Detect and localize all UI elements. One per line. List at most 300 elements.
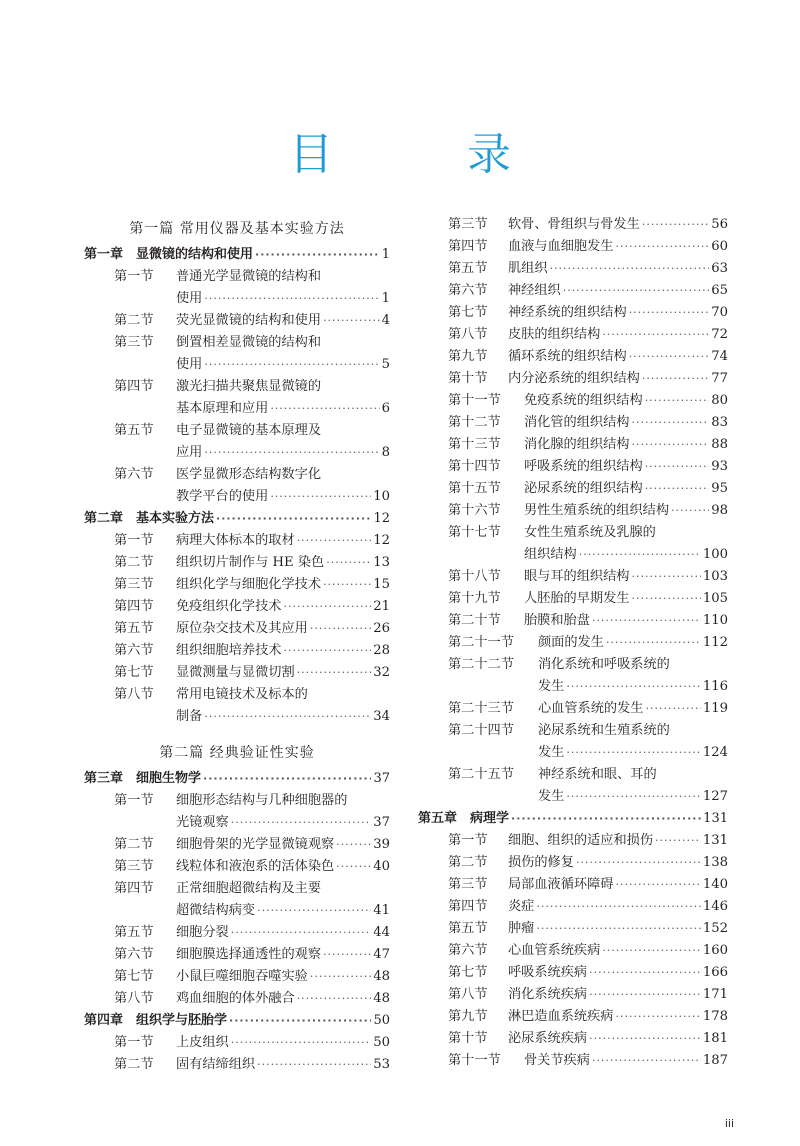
- toc-section-entry: [84, 834, 390, 856]
- page-ref: 105: [702, 591, 728, 606]
- leader-dots: [323, 310, 380, 332]
- toc-section-entry: [418, 874, 728, 896]
- toc-entry-continuation: [418, 676, 728, 698]
- section-title: 上皮组织: [176, 1035, 229, 1050]
- leader-dots: [616, 874, 701, 896]
- leader-dots: [216, 508, 371, 530]
- toc-section-entry: [84, 552, 390, 574]
- toc-section-entry: [418, 412, 728, 434]
- leader-dots: [204, 706, 371, 728]
- toc-section-entry: [84, 596, 390, 618]
- page-ref: 103: [702, 569, 728, 584]
- section-title: 医学显微形态结构数字化: [176, 467, 322, 482]
- toc-section-entry: [84, 878, 390, 900]
- toc-section-entry: [418, 566, 728, 588]
- leader-dots: [204, 442, 379, 464]
- chapter-label: 第四章: [84, 1013, 124, 1028]
- section-title: 心血管系统的发生: [538, 701, 644, 716]
- leader-dots: [592, 610, 701, 632]
- page-ref: 6: [381, 401, 390, 416]
- section-title: 软骨、骨组织与骨发生: [508, 217, 640, 232]
- toc-section-entry: [84, 684, 390, 706]
- page-ref: 119: [702, 701, 728, 716]
- section-title: 光镜观察: [176, 815, 229, 830]
- section-label: 第二十节: [448, 613, 501, 628]
- toc-section-entry: [84, 944, 390, 966]
- page-ref: 21: [373, 599, 390, 614]
- section-title: 神经组织: [508, 283, 561, 298]
- toc-section-entry: [84, 856, 390, 878]
- leader-dots: [632, 566, 701, 588]
- leader-dots: [642, 214, 709, 236]
- leader-dots: [326, 552, 371, 574]
- page-ref: 28: [373, 643, 390, 658]
- section-label: 第一节: [114, 1035, 154, 1050]
- section-title: 女性生殖系统及乳腺的: [524, 525, 656, 540]
- section-label: 第九节: [448, 1009, 488, 1024]
- section-title: 荧光显微镜的结构和使用: [176, 313, 322, 328]
- section-title: 组织细胞培养技术: [176, 643, 282, 658]
- page-ref: 39: [373, 837, 390, 852]
- section-label: 第七节: [448, 965, 488, 980]
- toc-section-entry: [418, 522, 728, 544]
- leader-dots: [579, 544, 701, 566]
- section-label: 第八节: [448, 987, 488, 1002]
- section-label: 第五节: [114, 925, 154, 940]
- section-title: 原位杂交技术及其应用: [176, 621, 308, 636]
- section-label: 第一节: [448, 833, 488, 848]
- chapter-title: 基本实验方法: [136, 511, 215, 526]
- toc-section-entry: [84, 266, 390, 288]
- section-title: 超微结构病变: [176, 903, 256, 918]
- section-title: 肌组织: [508, 261, 548, 276]
- chapter-label: 第三章: [84, 771, 124, 786]
- page-ref: 13: [373, 555, 390, 570]
- toc-section-entry: [418, 214, 728, 236]
- leader-dots: [566, 676, 700, 698]
- section-title: 倒置相差显微镜的结构和: [176, 335, 322, 350]
- section-title: 肿瘤: [508, 921, 535, 936]
- toc-section-entry: [418, 1028, 728, 1050]
- leader-dots: [310, 966, 371, 988]
- toc-section-entry: [84, 310, 390, 332]
- section-title: 消化系统疾病: [508, 987, 588, 1002]
- leader-dots: [592, 1050, 701, 1072]
- section-title: 细胞形态结构与几种细胞器的: [176, 793, 348, 808]
- chapter-title: 显微镜的结构和使用: [136, 247, 254, 262]
- toc-chapter-entry: [418, 808, 728, 830]
- page-ref: 4: [381, 313, 390, 328]
- page-ref: 53: [373, 1057, 390, 1072]
- toc-chapter-entry: [84, 244, 390, 266]
- toc-section-entry: [418, 764, 728, 786]
- section-title: 使用: [176, 357, 203, 372]
- page-ref: 12: [373, 511, 390, 526]
- leader-dots: [606, 632, 701, 654]
- section-label: 第八节: [114, 687, 154, 702]
- toc-section-entry: [418, 940, 728, 962]
- section-title: 呼吸系统的组织结构: [524, 459, 643, 474]
- page-ref: 181: [702, 1031, 728, 1046]
- page-ref: 80: [711, 393, 728, 408]
- chapter-title: 病理学: [470, 811, 510, 826]
- leader-dots: [602, 940, 701, 962]
- toc-entry-continuation: [84, 354, 390, 376]
- section-label: 第十九节: [448, 591, 501, 606]
- toc-section-entry: [418, 500, 728, 522]
- page-ref: 34: [373, 709, 390, 724]
- page-ref: 15: [373, 577, 390, 592]
- section-label: 第十五节: [448, 481, 501, 496]
- toc-entry-continuation: [84, 706, 390, 728]
- toc-section-entry: [84, 966, 390, 988]
- section-label: 第四节: [114, 599, 154, 614]
- toc-chapter-entry: [84, 768, 390, 790]
- toc-section-entry: [418, 324, 728, 346]
- leader-dots: [204, 288, 379, 310]
- toc-entry-continuation: [84, 900, 390, 922]
- leader-dots: [655, 830, 701, 852]
- toc-section-entry: [418, 1006, 728, 1028]
- section-label: 第四节: [448, 899, 488, 914]
- section-label: 第一节: [114, 793, 154, 808]
- page-ref: 152: [702, 921, 728, 936]
- leader-dots: [323, 944, 371, 966]
- page-ref: 138: [702, 855, 728, 870]
- section-title: 免疫组织化学技术: [176, 599, 282, 614]
- toc-section-entry: [418, 830, 728, 852]
- section-title: 普通光学显微镜的结构和: [176, 269, 322, 284]
- section-title: 男性生殖系统的组织结构: [524, 503, 670, 518]
- section-title: 组织化学与细胞化学技术: [176, 577, 322, 592]
- leader-dots: [629, 346, 710, 368]
- section-title: 制备: [176, 709, 203, 724]
- section-title: 胎膜和胎盘: [524, 613, 590, 628]
- leader-dots: [270, 486, 371, 508]
- section-label: 第四节: [114, 881, 154, 896]
- leader-dots: [231, 1032, 371, 1054]
- leader-dots: [336, 856, 371, 878]
- section-label: 第三节: [114, 859, 154, 874]
- section-title: 淋巴造血系统疾病: [508, 1009, 614, 1024]
- page-ref: 1: [381, 291, 390, 306]
- page-ref: 65: [711, 283, 728, 298]
- toc-entry-continuation: [84, 288, 390, 310]
- section-label: 第四节: [114, 379, 154, 394]
- section-title: 眼与耳的组织结构: [524, 569, 630, 584]
- section-label: 第七节: [114, 969, 154, 984]
- section-label: 第六节: [114, 467, 154, 482]
- page-ref: 146: [702, 899, 728, 914]
- leader-dots: [511, 808, 701, 830]
- section-label: 第一节: [114, 269, 154, 284]
- page-ref: 140: [702, 877, 728, 892]
- leader-dots: [632, 434, 710, 456]
- toc-section-entry: [418, 258, 728, 280]
- section-title: 人胚胎的早期发生: [524, 591, 630, 606]
- section-label: 第八节: [114, 991, 154, 1006]
- section-title: 细胞骨架的光学显微镜观察: [176, 837, 335, 852]
- page-ref: 178: [702, 1009, 728, 1024]
- section-title: 使用: [176, 291, 203, 306]
- section-title: 损伤的修复: [508, 855, 574, 870]
- section-title: 泌尿系统疾病: [508, 1031, 588, 1046]
- toc-section-entry: [84, 790, 390, 812]
- leader-dots: [257, 900, 371, 922]
- leader-dots: [231, 922, 371, 944]
- section-label: 第七节: [448, 305, 488, 320]
- toc-section-entry: [418, 368, 728, 390]
- leader-dots: [323, 574, 371, 596]
- section-title: 正常细胞超微结构及主要: [176, 881, 322, 896]
- toc-section-entry: [418, 918, 728, 940]
- page-ref: 70: [711, 305, 728, 320]
- page-ref: 50: [373, 1035, 390, 1050]
- leader-dots: [642, 368, 709, 390]
- toc-section-entry: [84, 464, 390, 486]
- leader-dots: [589, 1028, 701, 1050]
- toc-section-entry: [84, 574, 390, 596]
- section-title: 组织结构: [524, 547, 577, 562]
- page-ref: 50: [373, 1013, 390, 1028]
- section-title: 血液与血细胞发生: [508, 239, 614, 254]
- section-title: 泌尿系统的组织结构: [524, 481, 643, 496]
- section-title: 显微测量与显微切割: [176, 665, 295, 680]
- section-title: 免疫系统的组织结构: [524, 393, 643, 408]
- section-title: 鸡血细胞的体外融合: [176, 991, 295, 1006]
- page-ref: 41: [373, 903, 390, 918]
- section-label: 第二十一节: [448, 635, 514, 650]
- toc-section-entry: [84, 420, 390, 442]
- toc-right-column: [418, 214, 728, 1072]
- toc-left-column: [84, 214, 390, 1076]
- toc-section-entry: [418, 236, 728, 258]
- leader-dots: [646, 698, 701, 720]
- toc-section-entry: [418, 720, 728, 742]
- section-title: 神经系统的组织结构: [508, 305, 627, 320]
- section-title: 激光扫描共聚焦显微镜的: [176, 379, 322, 394]
- toc-section-entry: [418, 610, 728, 632]
- toc-section-entry: [418, 456, 728, 478]
- section-label: 第三节: [448, 877, 488, 892]
- page-ref: 166: [702, 965, 728, 980]
- leader-dots: [566, 786, 700, 808]
- section-title: 线粒体和液泡系的活体染色: [176, 859, 335, 874]
- section-title: 消化系统和呼吸系统的: [538, 657, 670, 672]
- leader-dots: [602, 324, 709, 346]
- section-label: 第七节: [114, 665, 154, 680]
- page-ref: 83: [711, 415, 728, 430]
- toc-section-entry: [418, 896, 728, 918]
- leader-dots: [536, 918, 700, 940]
- section-label: 第四节: [448, 239, 488, 254]
- section-title: 病理大体标本的取材: [176, 533, 295, 548]
- section-label: 第二十四节: [448, 723, 514, 738]
- section-label: 第十二节: [448, 415, 501, 430]
- toc-section-entry: [84, 376, 390, 398]
- page-ref: 1: [381, 247, 390, 262]
- page-ref: 60: [711, 239, 728, 254]
- toc-section-entry: [418, 984, 728, 1006]
- leader-dots: [645, 456, 710, 478]
- part-heading: 第二篇 经典验证性实验: [159, 745, 315, 761]
- leader-dots: [589, 984, 701, 1006]
- section-title: 电子显微镜的基本原理及: [176, 423, 322, 438]
- page-ref: 171: [702, 987, 728, 1002]
- page-ref: 124: [702, 745, 728, 760]
- section-title: 发生: [538, 745, 565, 760]
- toc-section-entry: [418, 962, 728, 984]
- leader-dots: [336, 834, 371, 856]
- section-label: 第三节: [114, 335, 154, 350]
- section-label: 第十四节: [448, 459, 501, 474]
- page-ref: 48: [373, 991, 390, 1006]
- toc-entry-continuation: [84, 398, 390, 420]
- leader-dots: [203, 768, 371, 790]
- section-label: 第五节: [114, 423, 154, 438]
- toc-entry-continuation: [84, 486, 390, 508]
- section-label: 第三节: [448, 217, 488, 232]
- section-label: 第六节: [448, 283, 488, 298]
- toc-section-entry: [418, 1050, 728, 1072]
- page-ref: 187: [702, 1053, 728, 1068]
- leader-dots: [297, 662, 372, 684]
- toc-section-entry: [418, 434, 728, 456]
- section-label: 第十六节: [448, 503, 501, 518]
- section-title: 颜面的发生: [538, 635, 604, 650]
- leader-dots: [255, 244, 380, 266]
- page-ref: 10: [373, 489, 390, 504]
- section-title: 骨关节疾病: [524, 1053, 590, 1068]
- section-title: 消化管的组织结构: [524, 415, 630, 430]
- section-label: 第二十五节: [448, 767, 514, 782]
- toc-section-entry: [84, 922, 390, 944]
- page-ref: 77: [711, 371, 728, 386]
- leader-dots: [257, 1054, 371, 1076]
- page-ref: 160: [702, 943, 728, 958]
- leader-dots: [270, 398, 379, 420]
- section-label: 第五节: [448, 261, 488, 276]
- section-label: 第十三节: [448, 437, 501, 452]
- section-title: 泌尿系统和生殖系统的: [538, 723, 670, 738]
- section-label: 第二节: [114, 555, 154, 570]
- page-ref: 63: [711, 261, 728, 276]
- section-label: 第二节: [448, 855, 488, 870]
- toc-section-entry: [84, 618, 390, 640]
- chapter-label: 第一章: [84, 247, 124, 262]
- leader-dots: [632, 588, 701, 610]
- section-title: 细胞、组织的适应和损伤: [508, 833, 654, 848]
- section-title: 发生: [538, 679, 565, 694]
- leader-dots: [563, 280, 709, 302]
- page-ref: 37: [373, 771, 390, 786]
- leader-dots: [284, 596, 372, 618]
- page-ref: 12: [373, 533, 390, 548]
- section-label: 第二节: [114, 313, 154, 328]
- section-title: 神经系统和眼、耳的: [538, 767, 657, 782]
- page-ref: 32: [373, 665, 390, 680]
- section-title: 循环系统的组织结构: [508, 349, 627, 364]
- section-label: 第六节: [114, 947, 154, 962]
- section-label: 第五节: [448, 921, 488, 936]
- toc-entry-continuation: [418, 786, 728, 808]
- part-heading: 第一篇 常用仪器及基本实验方法: [129, 221, 345, 237]
- leader-dots: [229, 1010, 371, 1032]
- chapter-title: 细胞生物学: [136, 771, 202, 786]
- page-ref: 131: [703, 811, 728, 826]
- leader-dots: [566, 742, 700, 764]
- leader-dots: [589, 962, 701, 984]
- leader-dots: [576, 852, 701, 874]
- section-title: 发生: [538, 789, 565, 804]
- page-ref: 95: [711, 481, 728, 496]
- toc-entry-continuation: [84, 442, 390, 464]
- toc-chapter-entry: [84, 1010, 390, 1032]
- section-title: 炎症: [508, 899, 535, 914]
- toc-entry-continuation: [418, 742, 728, 764]
- toc-section-entry: [84, 332, 390, 354]
- page-ref: 100: [702, 547, 728, 562]
- toc-section-entry: [418, 302, 728, 324]
- section-title: 教学平台的使用: [176, 489, 269, 504]
- section-title: 基本原理和应用: [176, 401, 269, 416]
- leader-dots: [297, 988, 372, 1010]
- toc-section-entry: [84, 662, 390, 684]
- page-ref: 8: [381, 445, 390, 460]
- page-ref: 110: [702, 613, 728, 628]
- toc-section-entry: [418, 632, 728, 654]
- leader-dots: [616, 1006, 701, 1028]
- section-label: 第二节: [114, 1057, 154, 1072]
- page-title: 目 录: [289, 129, 571, 180]
- leader-dots: [550, 258, 710, 280]
- section-label: 第十一节: [448, 393, 501, 408]
- section-title: 小鼠巨噬细胞吞噬实验: [176, 969, 308, 984]
- page-number: iii: [724, 1117, 734, 1130]
- chapter-label: 第二章: [84, 511, 124, 526]
- section-title: 固有结缔组织: [176, 1057, 256, 1072]
- page-ref: 112: [702, 635, 728, 650]
- section-title: 应用: [176, 445, 203, 460]
- section-label: 第一节: [114, 533, 154, 548]
- page-ref: 131: [702, 833, 728, 848]
- page-ref: 26: [373, 621, 390, 636]
- section-title: 细胞分裂: [176, 925, 229, 940]
- section-title: 皮肤的组织结构: [508, 327, 601, 342]
- section-title: 细胞膜选择通透性的观察: [176, 947, 322, 962]
- leader-dots: [632, 412, 710, 434]
- section-title: 局部血液循环障碍: [508, 877, 614, 892]
- section-label: 第三节: [114, 577, 154, 592]
- page-ref: 116: [702, 679, 728, 694]
- toc-entry-continuation: [418, 544, 728, 566]
- leader-dots: [536, 896, 700, 918]
- toc-section-entry: [418, 478, 728, 500]
- section-label: 第二十三节: [448, 701, 514, 716]
- leader-dots: [645, 478, 710, 500]
- page-ref: 98: [711, 503, 728, 518]
- page-ref: 72: [711, 327, 728, 342]
- section-title: 组织切片制作与 HE 染色: [176, 555, 325, 570]
- section-title: 常用电镜技术及标本的: [176, 687, 308, 702]
- page-ref: 93: [711, 459, 728, 474]
- page-ref: 48: [373, 969, 390, 984]
- toc-section-entry: [84, 640, 390, 662]
- page-ref: 74: [711, 349, 728, 364]
- toc-section-entry: [84, 988, 390, 1010]
- page-ref: 40: [373, 859, 390, 874]
- toc-section-entry: [418, 346, 728, 368]
